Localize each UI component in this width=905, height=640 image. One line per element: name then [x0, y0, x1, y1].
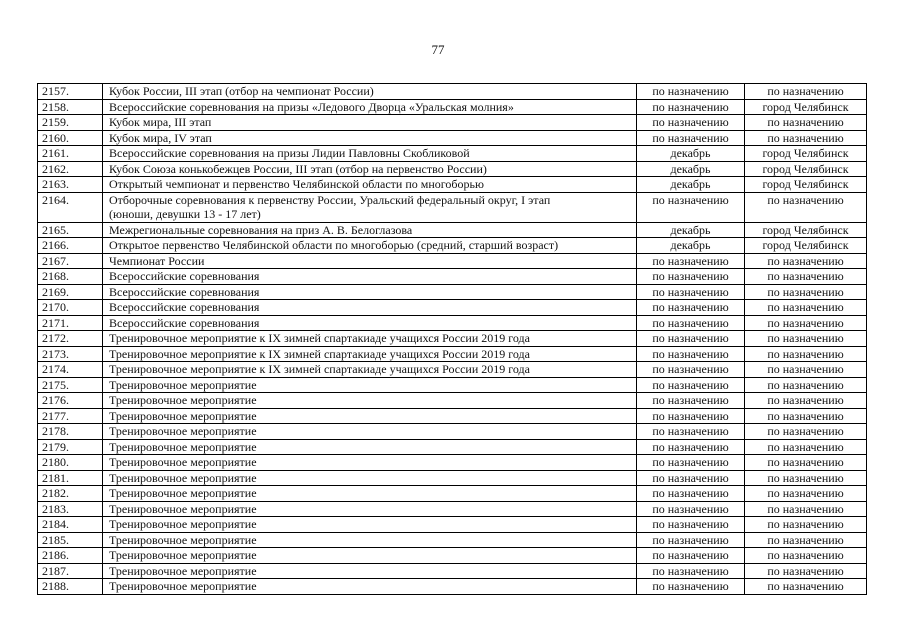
event-name-text: Тренировочное мероприятие: [109, 377, 257, 392]
date-cell: [637, 548, 745, 564]
event-name-text: Тренировочное мероприятие: [109, 548, 257, 562]
row-number-cell: [38, 161, 103, 177]
row-number-text: 2163.: [42, 177, 69, 191]
date-cell: [637, 130, 745, 146]
table-row: [38, 470, 867, 486]
place-cell: [745, 331, 867, 347]
place-cell: [745, 300, 867, 316]
table-row: [38, 579, 867, 595]
row-number-cell: [38, 579, 103, 595]
row-number-cell: [38, 269, 103, 285]
event-name-text: Межрегиональные соревнования на приз А. В. Белоглазова: [109, 222, 413, 237]
table-row: [38, 269, 867, 285]
date-cell: [637, 470, 745, 486]
date-text: по назначению: [652, 517, 729, 531]
place-text: по назначению: [767, 346, 844, 361]
date-cell: [637, 146, 745, 162]
event-name-text: Тренировочное мероприятие: [109, 455, 257, 469]
date-cell: [637, 269, 745, 285]
event-name-text: Отборочные соревнования к первенству России, Уральский федеральный округ, I этап: [109, 192, 551, 207]
place-cell: [745, 362, 867, 378]
event-name-cell: [103, 501, 637, 517]
row-number-cell: [38, 532, 103, 548]
row-number-text: 2179.: [42, 439, 69, 454]
place-text: по назначению: [767, 300, 844, 314]
date-text: по назначению: [652, 315, 729, 330]
event-name-cell: [103, 115, 637, 131]
row-number-text: 2170.: [42, 300, 69, 314]
event-name-cell: [103, 455, 637, 471]
date-text: по назначению: [652, 130, 729, 145]
table-row: [38, 130, 867, 146]
row-number-text: 2175.: [42, 377, 69, 392]
event-name-cell: [103, 284, 637, 300]
event-name-cell: [103, 517, 637, 533]
place-text: по назначению: [767, 439, 844, 454]
table-row: [38, 424, 867, 440]
row-number-text: 2176.: [42, 393, 69, 407]
row-number-text: 2171.: [42, 315, 69, 330]
table-row: [38, 115, 867, 131]
row-number-cell: [38, 501, 103, 517]
row-number-text: 2181.: [42, 470, 69, 485]
event-name-cell: [103, 563, 637, 579]
date-text: по назначению: [652, 377, 729, 392]
place-text: по назначению: [767, 455, 844, 469]
place-text: по назначению: [767, 115, 844, 129]
place-cell: [745, 222, 867, 238]
date-text: по назначению: [652, 408, 729, 423]
row-number-cell: [38, 346, 103, 362]
events-table: [37, 83, 867, 595]
row-number-cell: [38, 115, 103, 131]
table-row: [38, 563, 867, 579]
row-number-text: 2183.: [42, 501, 69, 516]
event-name-cell: [103, 439, 637, 455]
event-name-text: Всероссийские соревнования на призы Лидии Павловны Скобликовой: [109, 146, 470, 160]
table-row: [38, 548, 867, 564]
row-number-text: 2169.: [42, 284, 69, 299]
row-number-cell: [38, 99, 103, 115]
row-number-cell: [38, 146, 103, 162]
table-row: [38, 177, 867, 193]
date-cell: [637, 424, 745, 440]
row-number-cell: [38, 393, 103, 409]
date-cell: [637, 222, 745, 238]
event-name-cell: [103, 315, 637, 331]
table-row: [38, 222, 867, 238]
row-number-cell: [38, 377, 103, 393]
place-cell: [745, 315, 867, 331]
place-cell: [745, 115, 867, 131]
date-cell: [637, 579, 745, 595]
row-number-cell: [38, 300, 103, 316]
event-name-cell: [103, 222, 637, 238]
place-cell: [745, 532, 867, 548]
row-number-text: 2180.: [42, 455, 69, 469]
event-name-cell: [103, 362, 637, 378]
place-cell: [745, 284, 867, 300]
date-cell: [637, 532, 745, 548]
date-cell: [637, 331, 745, 347]
date-text: декабрь: [670, 238, 711, 252]
date-text: по назначению: [652, 424, 729, 438]
row-number-text: 2167.: [42, 253, 69, 268]
row-number-text: 2177.: [42, 408, 69, 423]
date-text: по назначению: [652, 300, 729, 314]
event-name-cell: [103, 579, 637, 595]
date-text: по назначению: [652, 192, 729, 207]
event-name-text: Тренировочное мероприятие: [109, 408, 257, 423]
place-cell: [745, 424, 867, 440]
place-text: по назначению: [767, 408, 844, 423]
place-text: по назначению: [767, 269, 844, 283]
date-text: по назначению: [652, 393, 729, 407]
place-cell: [745, 501, 867, 517]
event-name-text: Кубок Союза конькобежцев России, III этап (отбор на первенство России): [109, 161, 487, 176]
row-number-cell: [38, 455, 103, 471]
event-name-cell: [103, 84, 637, 100]
date-cell: [637, 455, 745, 471]
row-number-text: 2186.: [42, 548, 69, 562]
event-name-text: Тренировочное мероприятие: [109, 563, 257, 578]
event-name-text: Всероссийские соревнования: [109, 300, 260, 314]
event-name-text: Тренировочное мероприятие: [109, 517, 257, 531]
table-row: [38, 284, 867, 300]
date-cell: [637, 284, 745, 300]
date-text: по назначению: [652, 362, 729, 376]
place-text: по назначению: [767, 501, 844, 516]
event-name-text: Тренировочное мероприятие: [109, 439, 257, 454]
date-cell: [637, 177, 745, 193]
place-cell: [745, 130, 867, 146]
place-cell: [745, 269, 867, 285]
table-row: [38, 84, 867, 100]
table-row: [38, 408, 867, 424]
table-row: [38, 315, 867, 331]
event-name-text: Тренировочное мероприятие: [109, 470, 257, 485]
date-cell: [637, 161, 745, 177]
event-name-cell: [103, 548, 637, 564]
event-name-text: Всероссийские соревнования на призы «Ледового Дворца «Уральская молния»: [109, 99, 514, 114]
place-cell: [745, 486, 867, 502]
table-row: [38, 362, 867, 378]
row-number-cell: [38, 408, 103, 424]
date-text: по назначению: [652, 548, 729, 562]
row-number-text: 2173.: [42, 346, 69, 361]
event-name-text: Открытое первенство Челябинской области по многоборью (средний, старший возраст): [109, 238, 559, 252]
event-name-cell: [103, 408, 637, 424]
date-cell: [637, 501, 745, 517]
date-text: по назначению: [652, 331, 729, 345]
place-cell: [745, 99, 867, 115]
event-name-text: Тренировочное мероприятие: [109, 501, 257, 516]
row-number-text: 2158.: [42, 99, 69, 114]
event-name-cell: [103, 470, 637, 486]
row-number-text: 2184.: [42, 517, 69, 531]
date-cell: [637, 253, 745, 269]
event-name-cell: [103, 486, 637, 502]
event-name-text: Тренировочное мероприятие: [109, 393, 257, 407]
place-text: по назначению: [767, 130, 844, 145]
date-cell: [637, 346, 745, 362]
date-text: по назначению: [652, 253, 729, 268]
row-number-cell: [38, 84, 103, 100]
date-text: по назначению: [652, 455, 729, 469]
row-number-cell: [38, 253, 103, 269]
row-number-text: 2185.: [42, 532, 69, 547]
event-name-text: Кубок России, III этап (отбор на чемпионат России): [109, 84, 374, 98]
row-number-cell: [38, 315, 103, 331]
event-name-text: Тренировочное мероприятие к IX зимней спартакиаде учащихся России 2019 года: [109, 362, 530, 376]
place-cell: [745, 563, 867, 579]
row-number-cell: [38, 130, 103, 146]
event-name-cell: [103, 269, 637, 285]
table-row: [38, 146, 867, 162]
event-name-text-line2: (юноши, девушки 13 - 17 лет): [109, 207, 261, 221]
event-name-cell: [103, 130, 637, 146]
place-text: по назначению: [767, 377, 844, 392]
place-cell: [745, 579, 867, 595]
place-text: по назначению: [767, 253, 844, 268]
place-text: город Челябинск: [762, 146, 849, 160]
event-name-cell: [103, 377, 637, 393]
date-cell: [637, 377, 745, 393]
place-text: по назначению: [767, 532, 844, 547]
place-cell: [745, 161, 867, 177]
date-text: декабрь: [670, 177, 711, 191]
event-name-cell: [103, 146, 637, 162]
date-text: по назначению: [652, 284, 729, 299]
date-text: декабрь: [670, 161, 711, 176]
event-name-text: Тренировочное мероприятие к IX зимней спартакиаде учащихся России 2019 года: [109, 331, 530, 345]
events-table-body: [38, 84, 867, 595]
event-name-text: Тренировочное мероприятие: [109, 486, 257, 500]
date-cell: [637, 115, 745, 131]
row-number-cell: [38, 284, 103, 300]
row-number-text: 2172.: [42, 331, 69, 345]
place-text: город Челябинск: [762, 177, 849, 191]
date-text: по назначению: [652, 346, 729, 361]
date-cell: [637, 486, 745, 502]
row-number-text: 2178.: [42, 424, 69, 438]
event-name-cell: [103, 331, 637, 347]
event-name-text: Тренировочное мероприятие: [109, 532, 257, 547]
event-name-text: Всероссийские соревнования: [109, 284, 260, 299]
date-cell: [637, 300, 745, 316]
event-name-text: Тренировочное мероприятие: [109, 579, 257, 593]
row-number-cell: [38, 331, 103, 347]
row-number-cell: [38, 238, 103, 254]
place-text: по назначению: [767, 315, 844, 330]
place-text: город Челябинск: [762, 238, 849, 252]
place-text: по назначению: [767, 579, 844, 593]
place-cell: [745, 455, 867, 471]
place-cell: [745, 439, 867, 455]
place-cell: [745, 517, 867, 533]
place-text: по назначению: [767, 393, 844, 407]
place-text: город Челябинск: [762, 161, 849, 176]
place-text: по назначению: [767, 517, 844, 531]
place-cell: [745, 346, 867, 362]
row-number-cell: [38, 563, 103, 579]
table-row: [38, 439, 867, 455]
date-text: декабрь: [670, 222, 711, 237]
place-text: по назначению: [767, 470, 844, 485]
event-name-text: Тренировочное мероприятие к IX зимней спартакиаде учащихся России 2019 года: [109, 346, 530, 361]
place-text: по назначению: [767, 284, 844, 299]
event-name-cell: [103, 192, 637, 222]
row-number-text: 2174.: [42, 362, 69, 376]
place-text: по назначению: [767, 362, 844, 376]
row-number-cell: [38, 439, 103, 455]
table-row: [38, 532, 867, 548]
event-name-text: Тренировочное мероприятие: [109, 424, 257, 438]
date-text: по назначению: [652, 99, 729, 114]
place-cell: [745, 377, 867, 393]
date-text: по назначению: [652, 115, 729, 129]
date-cell: [637, 393, 745, 409]
table-row: [38, 501, 867, 517]
place-cell: [745, 470, 867, 486]
row-number-cell: [38, 486, 103, 502]
row-number-text: 2165.: [42, 222, 69, 237]
row-number-cell: [38, 177, 103, 193]
date-text: по назначению: [652, 486, 729, 500]
date-cell: [637, 408, 745, 424]
row-number-text: 2182.: [42, 486, 69, 500]
date-cell: [637, 84, 745, 100]
table-row: [38, 192, 867, 222]
place-text: по назначению: [767, 192, 844, 207]
date-text: по назначению: [652, 532, 729, 547]
place-text: город Челябинск: [762, 222, 849, 237]
place-cell: [745, 548, 867, 564]
row-number-text: 2162.: [42, 161, 69, 176]
row-number-text: 2157.: [42, 84, 69, 98]
date-text: по назначению: [652, 501, 729, 516]
row-number-cell: [38, 362, 103, 378]
table-row: [38, 517, 867, 533]
event-name-text: Всероссийские соревнования: [109, 269, 260, 283]
table-row: [38, 161, 867, 177]
table-row: [38, 331, 867, 347]
date-text: по назначению: [652, 470, 729, 485]
event-name-cell: [103, 393, 637, 409]
place-text: по назначению: [767, 486, 844, 500]
date-cell: [637, 517, 745, 533]
date-text: по назначению: [652, 579, 729, 593]
date-cell: [637, 439, 745, 455]
row-number-text: 2188.: [42, 579, 69, 593]
place-cell: [745, 238, 867, 254]
place-cell: [745, 177, 867, 193]
date-text: по назначению: [652, 563, 729, 578]
place-text: по назначению: [767, 331, 844, 345]
date-cell: [637, 238, 745, 254]
date-cell: [637, 192, 745, 222]
event-name-cell: [103, 346, 637, 362]
row-number-text: 2168.: [42, 269, 69, 283]
row-number-cell: [38, 548, 103, 564]
event-name-text: Открытый чемпионат и первенство Челябинской области по многоборью: [109, 177, 484, 191]
date-cell: [637, 99, 745, 115]
event-name-cell: [103, 238, 637, 254]
place-text: город Челябинск: [762, 99, 849, 114]
table-row: [38, 253, 867, 269]
place-cell: [745, 408, 867, 424]
table-row: [38, 238, 867, 254]
row-number-text: 2166.: [42, 238, 69, 252]
date-text: по назначению: [652, 84, 729, 98]
row-number-cell: [38, 517, 103, 533]
row-number-cell: [38, 470, 103, 486]
event-name-cell: [103, 99, 637, 115]
event-name-text: Кубок мира, IV этап: [109, 130, 212, 145]
table-row: [38, 486, 867, 502]
table-row: [38, 300, 867, 316]
event-name-cell: [103, 424, 637, 440]
place-text: по назначению: [767, 84, 844, 98]
date-cell: [637, 563, 745, 579]
event-name-text: Чемпионат России: [109, 253, 205, 268]
event-name-cell: [103, 161, 637, 177]
place-cell: [745, 146, 867, 162]
row-number-text: 2159.: [42, 115, 69, 129]
row-number-text: 2160.: [42, 130, 69, 145]
place-cell: [745, 192, 867, 222]
date-text: декабрь: [670, 146, 711, 160]
table-row: [38, 99, 867, 115]
event-name-cell: [103, 532, 637, 548]
table-row: [38, 377, 867, 393]
place-cell: [745, 253, 867, 269]
date-text: по назначению: [652, 439, 729, 454]
event-name-text: Кубок мира, III этап: [109, 115, 212, 129]
table-row: [38, 346, 867, 362]
date-text: по назначению: [652, 269, 729, 283]
row-number-text: 2187.: [42, 563, 69, 578]
place-text: по назначению: [767, 424, 844, 438]
event-name-cell: [103, 300, 637, 316]
table-row: [38, 393, 867, 409]
date-cell: [637, 315, 745, 331]
row-number-text: 2161.: [42, 146, 69, 160]
table-row: [38, 455, 867, 471]
event-name-cell: [103, 253, 637, 269]
event-name-cell: [103, 177, 637, 193]
event-name-text: Всероссийские соревнования: [109, 315, 260, 330]
date-cell: [637, 362, 745, 378]
place-text: по назначению: [767, 548, 844, 562]
place-cell: [745, 84, 867, 100]
row-number-cell: [38, 424, 103, 440]
place-cell: [745, 393, 867, 409]
row-number-text: 2164.: [42, 192, 69, 207]
row-number-cell: [38, 192, 103, 222]
place-text: по назначению: [767, 563, 844, 578]
page-number: 77: [431, 42, 445, 57]
row-number-cell: [38, 222, 103, 238]
